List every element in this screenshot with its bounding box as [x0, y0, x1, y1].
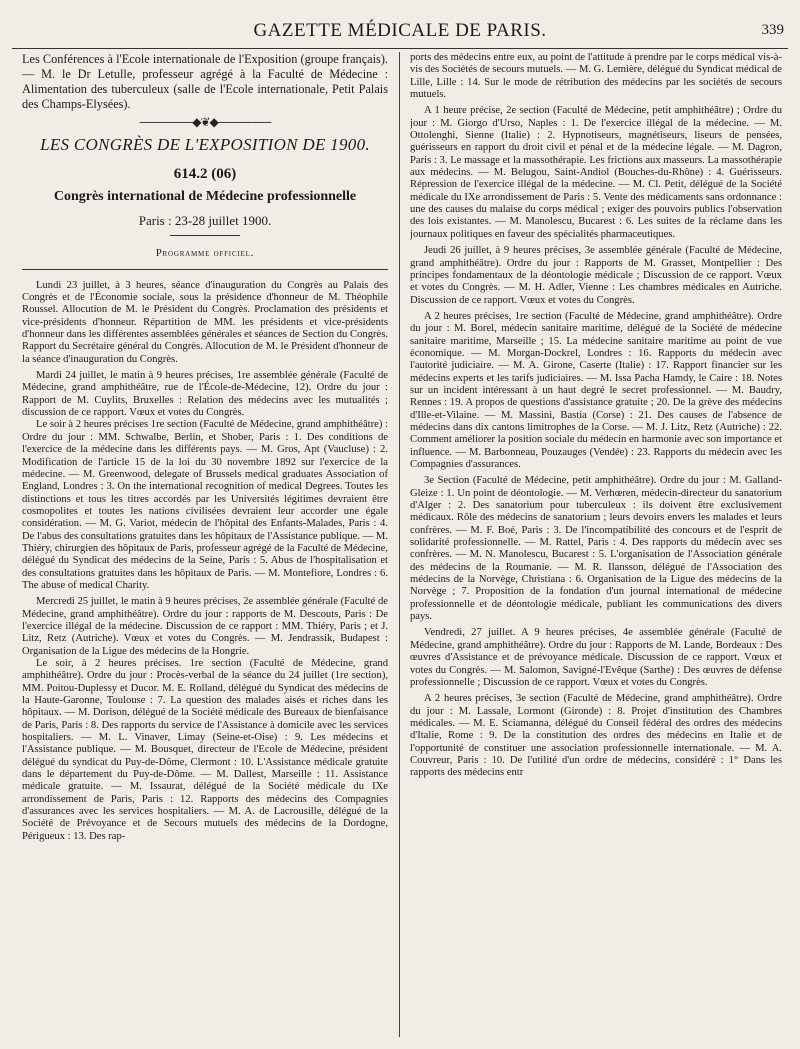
paragraph: Jeudi 26 juillet, à 9 heures précises, 3e assemblée générale (Faculté de Médecine, grand amphithéâtre). Ordre du jour : Rapports de M. Grasset, Montpellier : Des principes fondamentaux de la déontologie médicale ; Discussion de ce rapport. Vœux et votes du Congrès. — M. H. Adler, Vienne : Les chambres médicales en Autriche. Discussion de ce rapport. Vœux et votes du Congrès. [410, 245, 782, 306]
congress-place-date: Paris : 23-28 juillet 1900. [138, 213, 272, 229]
section-title: LES CONGRÈS DE L'EXPOSITION DE 1900. [40, 135, 370, 155]
paragraph: Le soir, à 2 heures précises. 1re section (Faculté de Médecine, grand amphithéâtre). Ordre du jour : Procès-verbal de la séance du 24 juillet (1re section), MM. Poitou-Duplessy et Ducor. M. E. Rolland, délégué du Syndicat des médecins de la Haute-Garonne, Toulouse : 7. La question des malades aisés et riches dans les hôpitaux. — M. Dorison, délégué de la Société médicale des Bureaux de bienfaisance de Paris, Paris : 8. Des rapports du service de l'Assistance à domicile avec les services hospitaliers. — M. L. Vinaver, Limay (Seine-et-Oise) : 9. Les médecins et l'Assistance publique. — M. Bousquet, directeur de l'Ecole de Médecine, président délégué du syndicat du Puy-de-Dôme, Clermont : 10. L'Assistance médicale gratuite dans le département du Puy-de-Dôme. — M. Dallest, Marseille : 11. Assistance médicale gratuite. — M. Issaurat, délégué de la Société médicale du IXe arrondissement de Paris, Paris : 12. Rapports des médecins des Compagnies d'assurances avec les services hospitaliers. — M. A. de Lacrousille, délégué de la Société de Prévoyance et de Secours mutuels des médecins de la Dordogne, Périgueux : 13. Des rap- [22, 658, 388, 842]
paragraph: ports des médecins entre eux, au point de l'attitude à prendre par le corps médical vis-à-vis des Sociétés de secours mutuels. — M. G. Lemière, délégué du Syndicat médical de Lille, Lille : 14. Sur le mode de rétribution des médecins par les sociétés de secours mutuels. [410, 52, 782, 101]
section-rule [22, 269, 388, 270]
paragraph: Lundi 23 juillet, à 3 heures, séance d'inauguration du Congrès au Palais des Congrès et de l'Économie sociale, sous la présidence d'honneur de M. Théophile Roussel. Allocution de M. le Président du Congrès. Proclamation des présidents et vice-présidents d'honneur. Répartition de MM. les présidents et vice-présidents d'honneur dans les différentes assemblées générales et séances de Section du Congrès. Rapport du Secrétaire général du Congrès. Allocution de M. le Président d'honneur de la séance d'inauguration du Congrès. [22, 279, 388, 365]
short-rule [170, 235, 240, 236]
programme-label: Programme officiel. [155, 248, 255, 260]
column-divider [399, 52, 400, 1037]
paragraph: Mercredi 25 juillet, le matin à 9 heures précises, 2e assemblée générale (Faculté de Médecine, grand amphithéâtre). Ordre du jour : rapports de M. Descouts, Paris : De l'exercice illégal de la médecine. Discussion de ce rapport : MM. Thiéry, Paris ; et J. Litz, Retz (Autriche). Vœux et votes du Congrès. — M. Jendrassik, Budapest : Organisation de la Ligue des médecins de la Hongrie. [22, 596, 388, 657]
paragraph: A 2 heures précises, 3e section (Faculté de Médecine, grand amphithéâtre). Ordre du jour : M. Lassale, Lormont (Gironde) : 8. Projet d'institution des Chambres médicales. — M. E. Sciamanna, délégué du Conseil fédéral des ordres des médecins d'Italie, Rome : 9. De la constitution des ordres des médecins en Italie et de l'opportunité de constituer une association professionnelle internationale. — M. A. Couvreur, Paris : 10. De l'utilité d'un ordre de médecins, considéré : 1° Dans les rapports des médecins entr [410, 693, 782, 779]
page-number: 339 [761, 22, 784, 38]
congress-title: Congrès international de Médecine professionnelle [53, 189, 357, 205]
paragraph: Le soir à 2 heures précises 1re section (Faculté de Médecine, grand amphithéâtre) : Ordre du jour : MM. Schwalbe, Berlin, et Shober, Paris : 1. Des conditions de l'exercice de la médecine dans les différents pays. — M. Gros, Apt (Vaucluse) : 2. Modification de l'article 15 de la loi du 30 novembre 1892 sur l'exercice de la médecine. — M. Greenwood, delegate of Brussels medical graduates Association of England, Londres : 3. On the international recognition of medical Degrees. Toutes les distinctions et tous les titres accordés par les Universités légitimes devraient être cosmopolites et toutes les nations civilisées devraient leur accorder une égale considération. — M. G. Variot, médecin de l'hôpital des Enfants-Malades, Paris : 4. De l'abus des consultations gratuites dans les hôpitaux de l'Assistance publique. — M. Thiéry, chirurgien des hôpitaux de Paris, professeur agrégé de la Faculté de Médecine, délégué du Syndicat des médecins de la Seine, Paris : 5. Abus de l'hospitalisation et des consultations gratuites dans les hôpitaux de Paris. — M. Montefiore, Londres : 6. The abuse of medical Charity. [22, 419, 388, 591]
paragraph: Vendredi, 27 juillet. A 9 heures précises, 4e assemblée générale (Faculté de Médecine, grand amphithéâtre). Ordre du jour : Rapports de M. Lande, Bordeaux : Des œuvres d'Assistance et de prévoyance médicale. Discussion de ce rapport. Vœux et votes du Congrès. — M. Salomon, Savigné-l'Evêque (Sarthe) : Des œuvres de défense professionnelle ; Discussion de ce rapport. Vœux et votes du Congrès. [410, 627, 782, 688]
paragraph: 3e Section (Faculté de Médecine, petit amphithéâtre). Ordre du jour : M. Galland-Gleize : 1. Un point de déontologie. — M. Verhœren, médecin-directeur du sanatorium d'Alger : 2. Des sanatorium pour tuberculeux : ils doivent être exclusivement médicaux. Rôle des médecins de sanatorium ; leurs devoirs envers les malades et leurs confrères. — M. F. Boé, Paris : 3. De l'incompatibilité des concours et de l'esprit de solidarité professionnelle. — M. Rattel, Paris : 4. Des rapports du médecin avec ses confrères. — M. N. Manolescu, Bucarest : 5. L'organisation de l'Association générale des médecins de la Roumanie. — M. R. Ilansson, délégué de l'Association des médecins de la Norvège, Christiana : 6. Organisation de la Ligue des médecins de la Norvège ; 7. Proposition de la fondation d'un journal international de médecine professionnelle et de déontologie médicale, publiant les communications des divers pays. [410, 475, 782, 623]
page-header [12, 14, 788, 49]
classification-number: 614.2 (06) [173, 166, 237, 183]
ornament-divider-icon: ───────◆❦◆─────── [139, 115, 271, 129]
running-title: GAZETTE MÉDICALE DE PARIS. [253, 20, 547, 41]
paragraph: A 2 heures précises, 1re section (Faculté de Médecine, grand amphithéâtre). Ordre du jour : M. Borel, médecin sanitaire maritime, délégué de la Société de médecine sanitaire maritime, Marseille ; 15. La médecine sanitaire maritime au point de vue économique. — M. Morgan-Dockrel, Londres : 16. Rapports du médecin avec l'autorité judiciaire. — M. A. Girone, Caserte (Italie) : 17. Rapport financier sur les médecins experts et les tarifs judiciaires. — M. Issa Pacha Hamdy, le Caire : 18. Notes sur un incident intéressant à un haut degré le secret professionnel. — M. Baudry, Rennes : 19. A propos de questions d'assistance gratuite ; 20. De la grève des médecins d'Ille-et-Vilaine. — M. Massini, Bastia (Corse) : 21. Des causes de l'absence de médecins dans dix cantons limitrophes de la Corse. — M. J. Litz, Retz (Autriche) : 22. Comment améliorer la position sociale du médecin en harmonie avec son importance et influence. — M. Barbonneau, Pouzauges (Vendée) : 23. Rapports du médecin avec les Compagnies d'assurances. [410, 310, 782, 470]
left-column [22, 52, 388, 1042]
paragraph: Mardi 24 juillet, le matin à 9 heures précises, 1re assemblée générale (Faculté de Médecine, grand amphithéâtre, rue de l'École-de-Médecine, 12). Ordre du jour : Rapport de M. Cuylits, Bruxelles : Relation des médecins avec les mutualités ; discussion de ce rapport. Vœux et votes du Congrès. [22, 370, 388, 419]
paragraph: A 1 heure précise, 2e section (Faculté de Médecine, petit amphithéâtre) ; Ordre du jour : M. Giorgo d'Urso, Naples : 1. De l'exercice illégal de la médecine. — M. Ottolenghi, Sienne (Italie) : 2. Hypnotiseurs, magnétiseurs, liseurs de pensées, guérisseurs en rapport du droit civil et pénal et de la médecine légale. — M. Dagron, Paris : 3. Le massage et la massothérapie. Les frictions aux masseurs. La massothérapie aux médecins. — M. Belugou, Saint-Andiol (Bouches-du-Rhône) : 4. Guérisseurs. Répression de l'exercice illégal de la médecine. — M. Cl. Petit, délégué de la Société médicale du IXe arrondissement de Paris : 5. Vente des médicaments sans ordonnance : une des causes du malaise du corps médical ; exiger des pouvoirs publics l'observation des lois existantes. — M. Manolescu, Bucarest : 6. Les suites de la réclame dans les journaux politiques en faveur des spécialités pharmaceutiques. [410, 105, 782, 240]
conference-notice: Les Conférences à l'Ecole internationale de l'Exposition (groupe français). — M. le Dr Letulle, professeur agrégé à la Faculté de Médecine : Alimentation des tuberculeux (salle de l'Ecole internationale, Petit Palais des Champs-Elysées). [22, 52, 388, 111]
right-column [410, 52, 782, 1042]
